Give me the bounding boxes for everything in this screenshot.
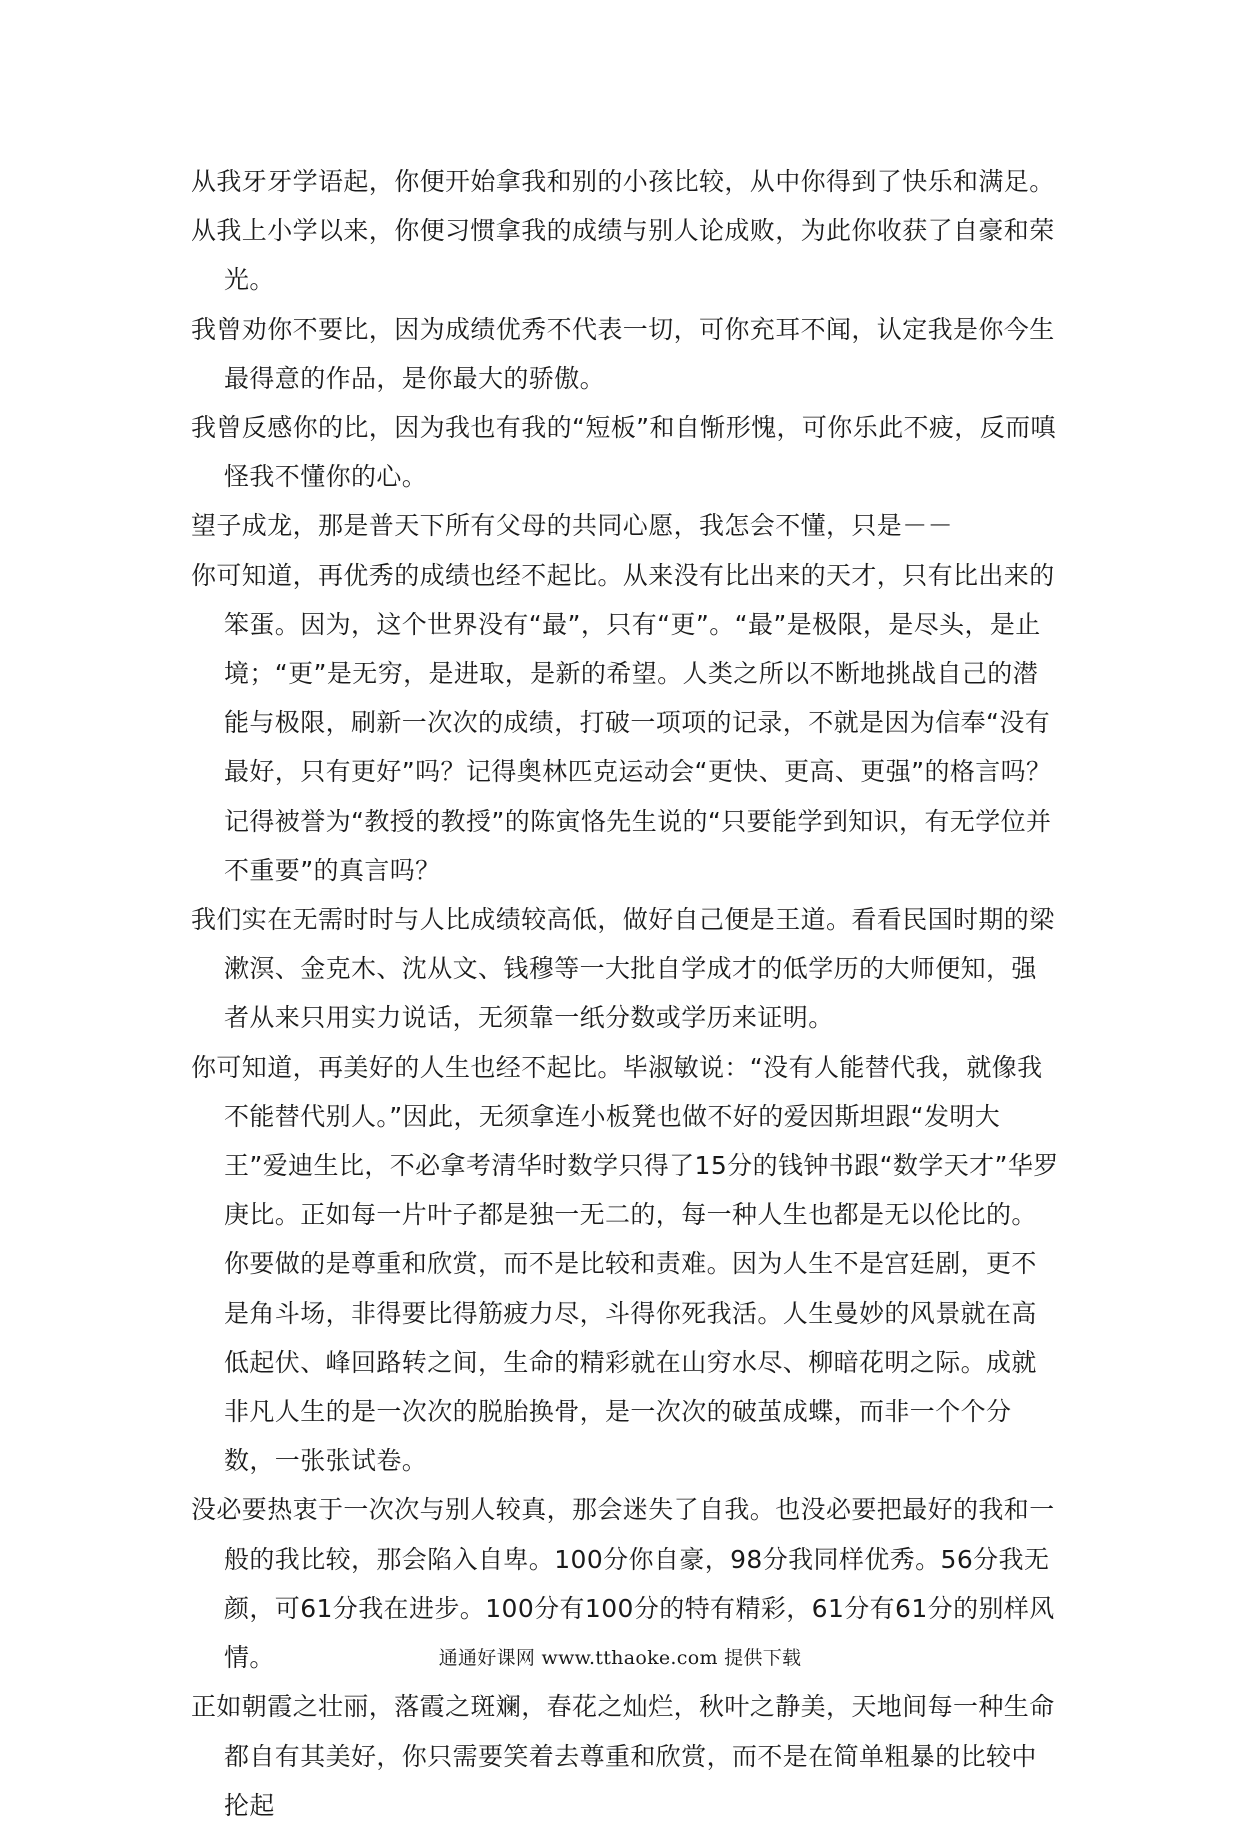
paragraph: 从我牙牙学语起，你便开始拿我和别的小孩比较，从中你得到了快乐和满足。	[191, 167, 1055, 196]
paragraph: 你可知道，再优秀的成绩也经不起比。从来没有比出来的天才，只有比出来的笨蛋。因为，这个世界没有“最”，只有“更”。“最”是极限，是尽头，是止境；“更”是无穷，是进取，是新的希望。人类之所以不断地挑战自己的潜能与极限，刷新一次次的成绩，打破一项项的记录，不就是因为信奉“没有最好，只有更好”吗？记得奥林匹克运动会“更快、更高、更强”的格言吗？记得被誉为“教授的教授”的陈寅恪先生说的“只要能学到知识，有无学位并不重要”的真言吗？	[191, 560, 1055, 885]
essay-body	[191, 157, 1061, 1830]
page-footer: 通通好课网 www.tthaoke.com 提供下载	[438, 1647, 802, 1669]
paragraph: 没必要热衷于一次次与别人较真，那会迷失了自我。也没必要把最好的我和一般的我比较，那会陷入自卑。100分你自豪，98分我同样优秀。56分我无颜，可61分我在进步。100分有100分的特有精彩，61分有61分的别样风情。	[191, 1495, 1055, 1673]
paragraph: 正如朝霞之壮丽，落霞之斑斓，春花之灿烂，秋叶之静美，天地间每一种生命都自有其美好，你只需要笑着去尊重和欣赏，而不是在简单粗暴的比较中抡起	[191, 1692, 1055, 1820]
paragraph: 你可知道，再美好的人生也经不起比。毕淑敏说：“没有人能替代我，就像我不能替代别人。”因此，无须拿连小板凳也做不好的爱因斯坦跟“发明大王”爱迪生比，不必拿考清华时数学只得了15分的钱钟书跟“数学天才”华罗庚比。正如每一片叶子都是独一无二的，每一种人生也都是无以伦比的。你要做的是尊重和欣赏，而不是比较和责难。因为人生不是宫廷剧，更不是角斗场，非得要比得筋疲力尽，斗得你死我活。人生曼妙的风景就在高低起伏、峰回路转之间，生命的精彩就在山穷水尽、柳暗花明之际。成就非凡人生的是一次次的脱胎换骨，是一次次的破茧成蝶，而非一个个分数，一张张试卷。	[191, 1052, 1059, 1476]
paragraph: 从我上小学以来，你便习惯拿我的成绩与别人论成败，为此你收获了自豪和荣光。	[191, 216, 1055, 295]
paragraph: 望子成龙，那是普天下所有父母的共同心愿，我怎会不懂，只是－－	[191, 511, 954, 541]
paragraph: 我曾反感你的比，因为我也有我的“短板”和自惭形愧，可你乐此不疲，反而嗔怪我不懂你的心。	[191, 413, 1056, 492]
paragraph: 我们实在无需时时与人比成绩较高低，做好自己便是王道。看看民国时期的梁漱溟、金克木、沈从文、钱穆等一大批自学成才的低学历的大师便知，强者从来只用实力说话，无须靠一纸分数或学历来证明。	[191, 905, 1055, 1033]
paragraph: 我曾劝你不要比，因为成绩优秀不代表一切，可你充耳不闻，认定我是你今生最得意的作品，是你最大的骄傲。	[191, 314, 1055, 393]
